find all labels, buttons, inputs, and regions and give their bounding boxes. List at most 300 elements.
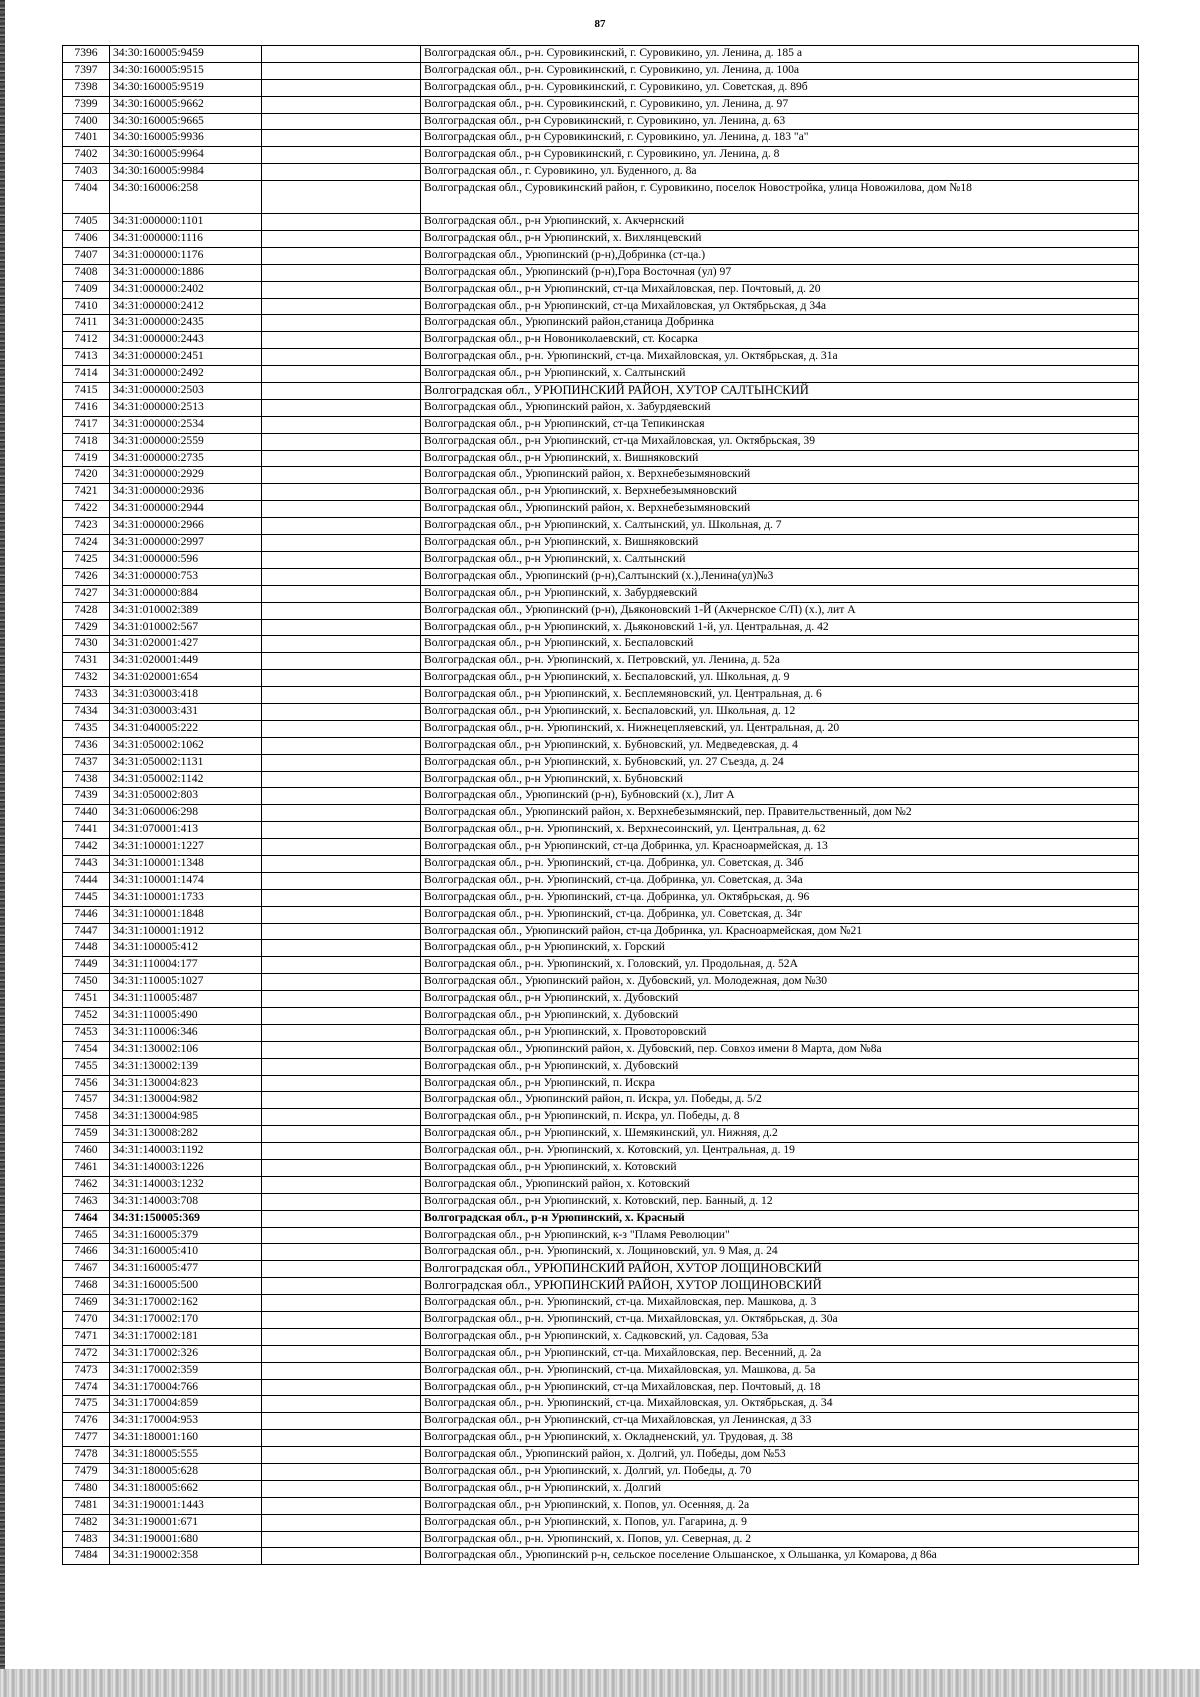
empty-cell: [262, 1379, 421, 1396]
empty-cell: [262, 568, 421, 585]
cadastral-number: 34:31:100001:1912: [110, 923, 262, 940]
row-number: 7396: [63, 46, 110, 63]
table-row: [63, 1244, 1139, 1261]
address: Волгоградская обл., Урюпинский район, х. Котовский: [421, 1176, 1139, 1193]
table-row: [63, 855, 1139, 872]
table-row: [63, 484, 1139, 501]
cadastral-number: 34:31:010002:389: [110, 602, 262, 619]
table-row: [63, 450, 1139, 467]
table-row: [63, 113, 1139, 130]
row-number: 7404: [63, 181, 110, 214]
cadastral-number: 34:30:160005:9936: [110, 130, 262, 147]
row-number: 7428: [63, 602, 110, 619]
row-number: 7416: [63, 399, 110, 416]
empty-cell: [262, 1548, 421, 1565]
empty-cell: [262, 1345, 421, 1362]
cadastral-number: 34:31:110005:490: [110, 1007, 262, 1024]
empty-cell: [262, 1176, 421, 1193]
row-number: 7422: [63, 501, 110, 518]
row-number: 7461: [63, 1160, 110, 1177]
cadastral-number: 34:31:170002:326: [110, 1345, 262, 1362]
cadastral-number: 34:31:050002:1142: [110, 771, 262, 788]
address: Волгоградская обл., Урюпинский (р-н),Добринка (ст-ца.): [421, 247, 1139, 264]
address: Волгоградская обл., р-н Урюпинский, х. Салтынский: [421, 366, 1139, 383]
cadastral-number: 34:31:180005:662: [110, 1480, 262, 1497]
table-row: [63, 1278, 1139, 1295]
empty-cell: [262, 518, 421, 535]
row-number: 7399: [63, 96, 110, 113]
cadastral-number: 34:30:160005:9515: [110, 62, 262, 79]
table-row: [63, 788, 1139, 805]
row-number: 7477: [63, 1430, 110, 1447]
address: Волгоградская обл., р-н Урюпинский, х. Окладненский, ул. Трудовая, д. 38: [421, 1430, 1139, 1447]
empty-cell: [262, 349, 421, 366]
cadastral-number: 34:31:000000:1116: [110, 231, 262, 248]
table-row: [63, 1447, 1139, 1464]
address: Волгоградская обл., р-н Урюпинский, х. Долгий, ул. Победы, д. 70: [421, 1464, 1139, 1481]
address: Волгоградская обл., р-н Суровикинский, г. Суровикино, ул. Ленина, д. 8: [421, 147, 1139, 164]
row-number: 7432: [63, 670, 110, 687]
empty-cell: [262, 1109, 421, 1126]
cadastral-number: 34:31:030003:431: [110, 703, 262, 720]
table-row: [63, 467, 1139, 484]
row-number: 7465: [63, 1227, 110, 1244]
table-row: [63, 1295, 1139, 1312]
address: Волгоградская обл., р-н Урюпинский, х. Вихлянцевский: [421, 231, 1139, 248]
empty-cell: [262, 1041, 421, 1058]
row-number: 7419: [63, 450, 110, 467]
address: Волгоградская обл., р-н Урюпинский, х. Шемякинский, ул. Нижняя, д.2: [421, 1126, 1139, 1143]
empty-cell: [262, 940, 421, 957]
row-number: 7442: [63, 839, 110, 856]
table-row: [63, 1464, 1139, 1481]
cadastral-number: 34:31:000000:2412: [110, 298, 262, 315]
empty-cell: [262, 1244, 421, 1261]
empty-cell: [262, 602, 421, 619]
address: Волгоградская обл., р-н Урюпинский, ст-ца Тепикинская: [421, 416, 1139, 433]
row-number: 7455: [63, 1058, 110, 1075]
cadastral-number: 34:31:170004:953: [110, 1413, 262, 1430]
cadastral-number: 34:31:130008:282: [110, 1126, 262, 1143]
address: Волгоградская обл., р-н. Урюпинский, х. Головский, ул. Продольная, д. 52А: [421, 957, 1139, 974]
empty-cell: [262, 264, 421, 281]
empty-cell: [262, 1312, 421, 1329]
cadastral-number: 34:31:000000:1886: [110, 264, 262, 281]
row-number: 7456: [63, 1075, 110, 1092]
cadastral-number: 34:30:160005:9964: [110, 147, 262, 164]
address: Волгоградская обл., р-н Урюпинский, х. Котовский: [421, 1160, 1139, 1177]
row-number: 7444: [63, 872, 110, 889]
address: Волгоградская обл., р-н. Суровикинский, г. Суровикино, ул. Ленина, д. 97: [421, 96, 1139, 113]
address: Волгоградская обл., р-н Урюпинский, х. Бубновский, ул. Медведевская, д. 4: [421, 737, 1139, 754]
empty-cell: [262, 96, 421, 113]
table-row: [63, 720, 1139, 737]
cadastral-number: 34:31:000000:2402: [110, 281, 262, 298]
address: Волгоградская обл., р-н. Урюпинский, ст-ца. Добринка, ул. Советская, д. 34г: [421, 906, 1139, 923]
row-number: 7411: [63, 315, 110, 332]
row-number: 7482: [63, 1514, 110, 1531]
table-row: [63, 231, 1139, 248]
address: Волгоградская обл., Урюпинский район, х. Дубовский, пер. Совхоз имени 8 Марта, дом №8а: [421, 1041, 1139, 1058]
empty-cell: [262, 315, 421, 332]
address: Волгоградская обл., р-н Урюпинский, х. Беспаловский, ул. Школьная, д. 12: [421, 703, 1139, 720]
address: Волгоградская обл., р-н Урюпинский, х. Провоторовский: [421, 1024, 1139, 1041]
row-number: 7457: [63, 1092, 110, 1109]
address: Волгоградская обл., Урюпинский район, п. Искра, ул. Победы, д. 5/2: [421, 1092, 1139, 1109]
cadastral-number: 34:31:180001:160: [110, 1430, 262, 1447]
table-row: [63, 1092, 1139, 1109]
row-number: 7410: [63, 298, 110, 315]
empty-cell: [262, 467, 421, 484]
row-number: 7462: [63, 1176, 110, 1193]
empty-cell: [262, 1531, 421, 1548]
address: Волгоградская обл., р-н. Урюпинский, ст-ца. Добринка, ул. Советская, д. 34б: [421, 855, 1139, 872]
table-row: [63, 1109, 1139, 1126]
table-row: [63, 1413, 1139, 1430]
empty-cell: [262, 181, 421, 214]
address: Волгоградская обл., Урюпинский район, х. Долгий, ул. Победы, дом №53: [421, 1447, 1139, 1464]
empty-cell: [262, 535, 421, 552]
table-row: [63, 1497, 1139, 1514]
empty-cell: [262, 1278, 421, 1295]
address: Волгоградская обл., Урюпинский (р-н),Гора Восточная (ул) 97: [421, 264, 1139, 281]
cadastral-number: 34:31:190001:1443: [110, 1497, 262, 1514]
cadastral-number: 34:30:160005:9662: [110, 96, 262, 113]
row-number: 7451: [63, 991, 110, 1008]
address: Волгоградская обл., Урюпинский район,станица Добринка: [421, 315, 1139, 332]
table-row: [63, 737, 1139, 754]
table-row: [63, 1480, 1139, 1497]
cadastral-number: 34:31:020001:427: [110, 636, 262, 653]
empty-cell: [262, 991, 421, 1008]
empty-cell: [262, 281, 421, 298]
address: Волгоградская обл., р-н Новониколаевский, ст. Косарка: [421, 332, 1139, 349]
cadastral-number: 34:30:160005:9459: [110, 46, 262, 63]
row-number: 7443: [63, 855, 110, 872]
address: Волгоградская обл., Урюпинский (р-н),Салтынский (х.),Ленина(ул)№3: [421, 568, 1139, 585]
row-number: 7469: [63, 1295, 110, 1312]
cadastral-number: 34:31:140003:1232: [110, 1176, 262, 1193]
row-number: 7441: [63, 822, 110, 839]
address: Волгоградская обл., р-н. Урюпинский, ст-ца. Михайловская, ул. Октябрьская, д. 30а: [421, 1312, 1139, 1329]
empty-cell: [262, 1480, 421, 1497]
empty-cell: [262, 450, 421, 467]
table-row: [63, 46, 1139, 63]
table-row: [63, 889, 1139, 906]
row-number: 7449: [63, 957, 110, 974]
row-number: 7478: [63, 1447, 110, 1464]
row-number: 7400: [63, 113, 110, 130]
row-number: 7402: [63, 147, 110, 164]
cadastral-number: 34:31:020001:449: [110, 653, 262, 670]
empty-cell: [262, 1362, 421, 1379]
table-row: [63, 518, 1139, 535]
cadastral-number: 34:31:100005:412: [110, 940, 262, 957]
row-number: 7429: [63, 619, 110, 636]
address: Волгоградская обл., УРЮПИНСКИЙ РАЙОН, ХУТОР ЛОЩИНОВСКИЙ: [421, 1261, 1139, 1278]
empty-cell: [262, 1464, 421, 1481]
table-row: [63, 771, 1139, 788]
table-row: [63, 974, 1139, 991]
table-row: [63, 1430, 1139, 1447]
cadastral-number: 34:31:130002:106: [110, 1041, 262, 1058]
row-number: 7406: [63, 231, 110, 248]
address: Волгоградская обл., р-н Суровикинский, г. Суровикино, ул. Ленина, д. 63: [421, 113, 1139, 130]
row-number: 7421: [63, 484, 110, 501]
row-number: 7405: [63, 214, 110, 231]
table-row: [63, 247, 1139, 264]
table-row: [63, 1379, 1139, 1396]
empty-cell: [262, 298, 421, 315]
cadastral-number: 34:31:130002:139: [110, 1058, 262, 1075]
address: Волгоградская обл., р-н. Суровикинский, г. Суровикино, ул. Советская, д. 89б: [421, 79, 1139, 96]
table-row: [63, 332, 1139, 349]
table-row: [63, 1261, 1139, 1278]
row-number: 7423: [63, 518, 110, 535]
table-row: [63, 535, 1139, 552]
cadastral-number: 34:31:000000:2966: [110, 518, 262, 535]
address: Волгоградская обл., р-н Урюпинский, х. Верхнебезымяновский: [421, 484, 1139, 501]
row-number: 7463: [63, 1193, 110, 1210]
cadastral-number: 34:31:160005:500: [110, 1278, 262, 1295]
empty-cell: [262, 889, 421, 906]
empty-cell: [262, 703, 421, 720]
empty-cell: [262, 332, 421, 349]
empty-cell: [262, 872, 421, 889]
table-row: [63, 568, 1139, 585]
empty-cell: [262, 1396, 421, 1413]
row-number: 7439: [63, 788, 110, 805]
empty-cell: [262, 399, 421, 416]
row-number: 7440: [63, 805, 110, 822]
row-number: 7425: [63, 551, 110, 568]
cadastral-number: 34:31:100001:1227: [110, 839, 262, 856]
empty-cell: [262, 383, 421, 400]
empty-cell: [262, 1007, 421, 1024]
empty-cell: [262, 501, 421, 518]
cadastral-number: 34:31:140003:1226: [110, 1160, 262, 1177]
empty-cell: [262, 1497, 421, 1514]
empty-cell: [262, 1075, 421, 1092]
address: Волгоградская обл., р-н Урюпинский, х. Долгий: [421, 1480, 1139, 1497]
cadastral-number: 34:31:000000:2929: [110, 467, 262, 484]
row-number: 7450: [63, 974, 110, 991]
address: Волгоградская обл., р-н. Урюпинский, ст-ца. Добринка, ул. Советская, д. 34а: [421, 872, 1139, 889]
cadastral-number: 34:31:170002:359: [110, 1362, 262, 1379]
address: Волгоградская обл., р-н Урюпинский, ст-ца Михайловская, ул Ленинская, д 33: [421, 1413, 1139, 1430]
cadastral-number: 34:31:060006:298: [110, 805, 262, 822]
cadastral-number: 34:31:100001:1474: [110, 872, 262, 889]
table-row: [63, 872, 1139, 889]
address: Волгоградская обл., р-н Суровикинский, г. Суровикино, ул. Ленина, д. 183 "а": [421, 130, 1139, 147]
table-row: [63, 62, 1139, 79]
cadastral-number: 34:31:160005:379: [110, 1227, 262, 1244]
empty-cell: [262, 1514, 421, 1531]
cadastral-number: 34:30:160005:9519: [110, 79, 262, 96]
table-row: [63, 349, 1139, 366]
row-number: 7426: [63, 568, 110, 585]
cadastral-number: 34:31:020001:654: [110, 670, 262, 687]
page-number: 87: [594, 18, 606, 30]
cadastral-number: 34:31:000000:2534: [110, 416, 262, 433]
empty-cell: [262, 687, 421, 704]
address: Волгоградская обл., р-н Урюпинский, х. Дьяконовский 1-й, ул. Центральная, д. 42: [421, 619, 1139, 636]
table-row: [63, 501, 1139, 518]
table-row: [63, 1007, 1139, 1024]
table-row: [63, 1058, 1139, 1075]
cadastral-number: 34:31:050002:1062: [110, 737, 262, 754]
row-number: 7481: [63, 1497, 110, 1514]
address: Волгоградская обл., р-н Урюпинский, х. Бубновский, ул. 27 Съезда, д. 24: [421, 754, 1139, 771]
empty-cell: [262, 1328, 421, 1345]
address: Волгоградская обл., г. Суровикино, ул. Буденного, д. 8а: [421, 164, 1139, 181]
empty-cell: [262, 247, 421, 264]
row-number: 7414: [63, 366, 110, 383]
table-row: [63, 1514, 1139, 1531]
table-row: [63, 1312, 1139, 1329]
cadastral-number: 34:31:110004:177: [110, 957, 262, 974]
cadastral-number: 34:31:100001:1348: [110, 855, 262, 872]
row-number: 7471: [63, 1328, 110, 1345]
row-number: 7424: [63, 535, 110, 552]
address: Волгоградская обл., Урюпинский район, х. Забурдяевский: [421, 399, 1139, 416]
empty-cell: [262, 737, 421, 754]
table-row: [63, 551, 1139, 568]
cadastral-number: 34:31:000000:2944: [110, 501, 262, 518]
row-number: 7403: [63, 164, 110, 181]
table-row: [63, 1210, 1139, 1227]
table-row: [63, 1143, 1139, 1160]
address: Волгоградская обл., р-н Урюпинский, х. Дубовский: [421, 1007, 1139, 1024]
empty-cell: [262, 585, 421, 602]
address: Волгоградская обл., р-н Урюпинский, п. Искра: [421, 1075, 1139, 1092]
table-row: [63, 147, 1139, 164]
empty-cell: [262, 214, 421, 231]
scan-edge-left: [0, 0, 5, 1697]
address: Волгоградская обл., р-н. Урюпинский, х. Петровский, ул. Ленина, д. 52а: [421, 653, 1139, 670]
table-row: [63, 1126, 1139, 1143]
address: Волгоградская обл., р-н Урюпинский, х. Акчернский: [421, 214, 1139, 231]
table-row: [63, 940, 1139, 957]
address: Волгоградская обл., р-н. Урюпинский, х. Попов, ул. Северная, д. 2: [421, 1531, 1139, 1548]
table-row: [63, 1531, 1139, 1548]
empty-cell: [262, 164, 421, 181]
cadastral-number: 34:31:000000:1101: [110, 214, 262, 231]
row-number: 7468: [63, 1278, 110, 1295]
table-row: [63, 1193, 1139, 1210]
table-row: [63, 619, 1139, 636]
cadastral-number: 34:31:180005:628: [110, 1464, 262, 1481]
empty-cell: [262, 771, 421, 788]
row-number: 7472: [63, 1345, 110, 1362]
address: Волгоградская обл., р-н Урюпинский, х. Котовский, пер. Банный, д. 12: [421, 1193, 1139, 1210]
row-number: 7413: [63, 349, 110, 366]
row-number: 7448: [63, 940, 110, 957]
table-row: [63, 181, 1139, 214]
empty-cell: [262, 1447, 421, 1464]
address: Волгоградская обл., УРЮПИНСКИЙ РАЙОН, ХУТОР ЛОЩИНОВСКИЙ: [421, 1278, 1139, 1295]
table-row: [63, 281, 1139, 298]
cadastral-number: 34:31:000000:596: [110, 551, 262, 568]
empty-cell: [262, 1058, 421, 1075]
table-row: [63, 1227, 1139, 1244]
cadastral-number: 34:31:000000:2435: [110, 315, 262, 332]
table-row: [63, 670, 1139, 687]
empty-cell: [262, 670, 421, 687]
table-row: [63, 822, 1139, 839]
cadastral-number: 34:31:000000:884: [110, 585, 262, 602]
empty-cell: [262, 1295, 421, 1312]
cadastral-number: 34:31:140003:708: [110, 1193, 262, 1210]
cadastral-number: 34:31:000000:2735: [110, 450, 262, 467]
cadastral-number: 34:31:030003:418: [110, 687, 262, 704]
address: Волгоградская обл., р-н. Урюпинский, ст-ца. Михайловская, ул. Октябрьская, д. 31а: [421, 349, 1139, 366]
empty-cell: [262, 79, 421, 96]
cadastral-number: 34:31:140003:1192: [110, 1143, 262, 1160]
row-number: 7474: [63, 1379, 110, 1396]
empty-cell: [262, 1210, 421, 1227]
empty-cell: [262, 788, 421, 805]
row-number: 7475: [63, 1396, 110, 1413]
empty-cell: [262, 653, 421, 670]
table-row: [63, 957, 1139, 974]
empty-cell: [262, 1024, 421, 1041]
row-number: 7460: [63, 1143, 110, 1160]
address: Волгоградская обл., р-н Урюпинский, х. Попов, ул. Осенняя, д. 2а: [421, 1497, 1139, 1514]
cadastral-number: 34:31:170002:181: [110, 1328, 262, 1345]
cadastral-number: 34:31:040005:222: [110, 720, 262, 737]
cadastral-number: 34:31:070001:413: [110, 822, 262, 839]
empty-cell: [262, 1160, 421, 1177]
table-row: [63, 839, 1139, 856]
address: Волгоградская обл., р-н Урюпинский, х. Беспаловский, ул. Школьная, д. 9: [421, 670, 1139, 687]
empty-cell: [262, 416, 421, 433]
address: Волгоградская обл., Урюпинский р-н, сельское поселение Ольшанское, х Ольшанка, ул Комарова, д 86а: [421, 1548, 1139, 1565]
table-row: [63, 754, 1139, 771]
cadastral-number: 34:31:110006:346: [110, 1024, 262, 1041]
row-number: 7433: [63, 687, 110, 704]
cadastral-number: 34:31:170004:859: [110, 1396, 262, 1413]
table-row: [63, 1041, 1139, 1058]
table-row: [63, 366, 1139, 383]
table-row: [63, 1075, 1139, 1092]
empty-cell: [262, 147, 421, 164]
table-row: [63, 1362, 1139, 1379]
empty-cell: [262, 1143, 421, 1160]
table-row: [63, 214, 1139, 231]
cadastral-number: 34:31:000000:2451: [110, 349, 262, 366]
table-row: [63, 130, 1139, 147]
row-number: 7397: [63, 62, 110, 79]
row-number: 7470: [63, 1312, 110, 1329]
cadastral-number: 34:31:170002:162: [110, 1295, 262, 1312]
empty-cell: [262, 754, 421, 771]
address: Волгоградская обл., р-н Урюпинский, х. Вишняковский: [421, 535, 1139, 552]
cadastral-number: 34:30:160005:9665: [110, 113, 262, 130]
address: Волгоградская обл., р-н Урюпинский, х. Дубовский: [421, 1058, 1139, 1075]
address: Волгоградская обл., р-н Урюпинский, ст-ца Михайловская, пер. Почтовый, д. 18: [421, 1379, 1139, 1396]
empty-cell: [262, 619, 421, 636]
cadastral-number: 34:31:000000:2443: [110, 332, 262, 349]
table-row: [63, 1396, 1139, 1413]
cadastral-number: 34:31:110005:1027: [110, 974, 262, 991]
row-number: 7453: [63, 1024, 110, 1041]
address: Волгоградская обл., р-н Урюпинский, к-з "Пламя Революции": [421, 1227, 1139, 1244]
row-number: 7412: [63, 332, 110, 349]
empty-cell: [262, 130, 421, 147]
address: Волгоградская обл., р-н Урюпинский, п. Искра, ул. Победы, д. 8: [421, 1109, 1139, 1126]
address: Волгоградская обл., р-н. Суровикинский, г. Суровикино, ул. Ленина, д. 185 а: [421, 46, 1139, 63]
